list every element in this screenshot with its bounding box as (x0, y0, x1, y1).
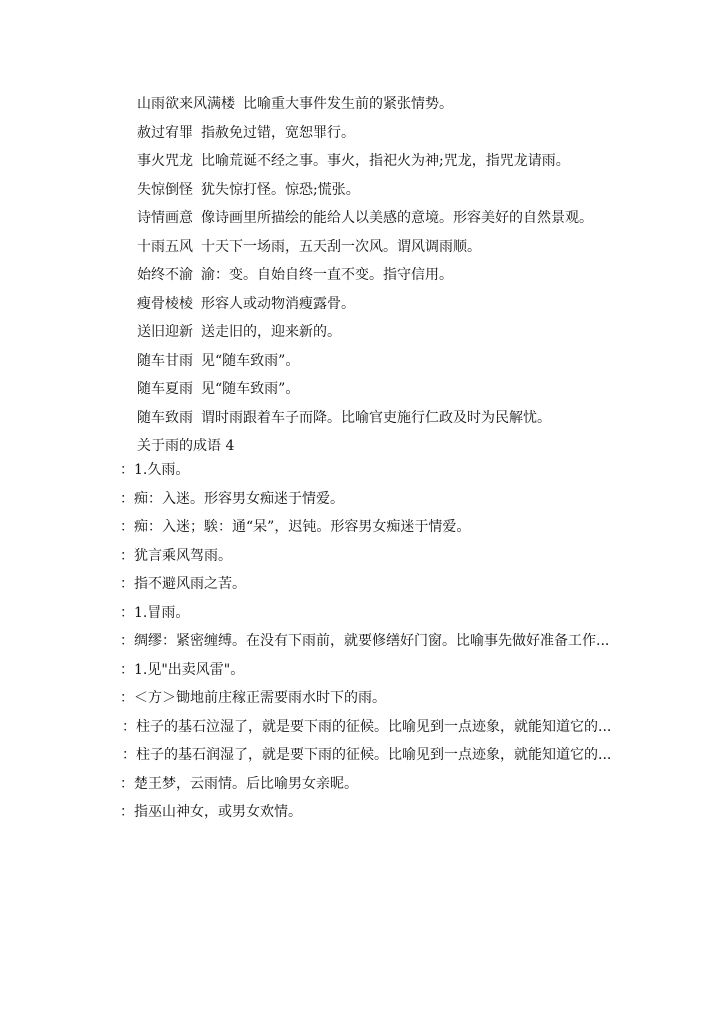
idiom-entry (0, 318, 720, 347)
idiom-term: 事火咒龙 (137, 153, 193, 169)
idiom-definition: 见“随车致雨”。 (201, 352, 300, 369)
list-item: ：＜方＞锄地前庄稼正需要雨水时下的雨。 (120, 690, 386, 706)
idiom-entry (0, 147, 720, 176)
list-item: ：柱子的基石泣湿了，就是要下雨的征候。比喻见到一点迹象，就能知道它的... (122, 718, 612, 735)
list-item: ：痴：入迷。形容男女痴迷于情爱。 (120, 490, 344, 507)
list-item: ：指不避风雨之苦。 (120, 576, 246, 592)
list-item: ：楚王梦，云雨情。后比喻男女亲昵。 (120, 775, 358, 792)
idiom-term: 随车甘雨 (137, 352, 193, 369)
idiom-definition: 犹失惊打怪。惊恐;慌张。 (201, 181, 360, 198)
idiom-entry (0, 261, 720, 290)
idiom-entry (0, 347, 720, 376)
idiom-term: 山雨欲来风满楼 (137, 96, 235, 112)
list-item: ：犹言乘风驾雨。 (120, 547, 232, 564)
section-title: 关于雨的成语 4 (137, 438, 235, 454)
idiom-entry (0, 290, 720, 319)
list-item: ：柱子的基石润湿了，就是要下雨的征候。比喻见到一点迹象，就能知道它的... (122, 747, 612, 763)
idiom-term: 失惊倒怪 (137, 181, 193, 198)
idiom-definition: 比喻重大事件发生前的紧张情势。 (243, 96, 453, 112)
idiom-entry (0, 233, 720, 262)
idiom-entry (0, 204, 720, 233)
idiom-list (0, 90, 720, 461)
list-item: ：痴：入迷；騃：通“呆”，迟钝。形容男女痴迷于情爱。 (120, 519, 471, 535)
idiom-term: 随车夏雨 (137, 381, 193, 397)
idiom-definition: 十天下一场雨，五天刮一次风。谓风调雨顺。 (201, 238, 481, 255)
list-item: ：1.冒雨。 (120, 604, 190, 621)
idiom-definition: 比喻荒诞不经之事。事火，指祀火为神;咒龙，指咒龙请雨。 (201, 153, 570, 169)
idiom-definition: 指赦免过错，宽恕罪行。 (201, 124, 355, 141)
list-item: ：指巫山神女，或男女欢情。 (120, 804, 302, 820)
idiom-entry (0, 375, 720, 404)
idiom-definition: 见“随车致雨”。 (201, 381, 300, 397)
idiom-term: 瘦骨棱棱 (137, 295, 193, 312)
idiom-term: 随车致雨 (137, 409, 193, 426)
idiom-definition: 送走旧的，迎来新的。 (201, 324, 341, 340)
definition-list (0, 456, 720, 827)
idiom-term: 始终不渝 (137, 267, 193, 283)
idiom-entry (0, 119, 720, 148)
idiom-term: 送旧迎新 (137, 324, 193, 340)
idiom-entry (0, 404, 720, 433)
idiom-term: 十雨五风 (137, 238, 193, 255)
list-item: ：绸缪：紧密缠缚。在没有下雨前，就要修缮好门窗。比喻事先做好准备工作... (120, 633, 610, 649)
idiom-definition: 像诗画里所描绘的能给人以美感的意境。形容美好的自然景观。 (201, 210, 593, 226)
idiom-entry (0, 90, 720, 119)
idiom-term: 赦过宥罪 (137, 124, 193, 141)
idiom-entry (0, 176, 720, 205)
idiom-definition: 渝：变。自始自终一直不变。指守信用。 (201, 267, 453, 283)
idiom-definition: 形容人或动物消瘦露骨。 (201, 295, 355, 312)
idiom-term: 诗情画意 (137, 210, 193, 226)
list-item: ：1.久雨。 (120, 462, 190, 478)
idiom-definition: 谓时雨跟着车子而降。比喻官吏施行仁政及时为民解忧。 (201, 409, 551, 426)
list-item: ：1.见"出卖风雷"。 (120, 661, 245, 678)
